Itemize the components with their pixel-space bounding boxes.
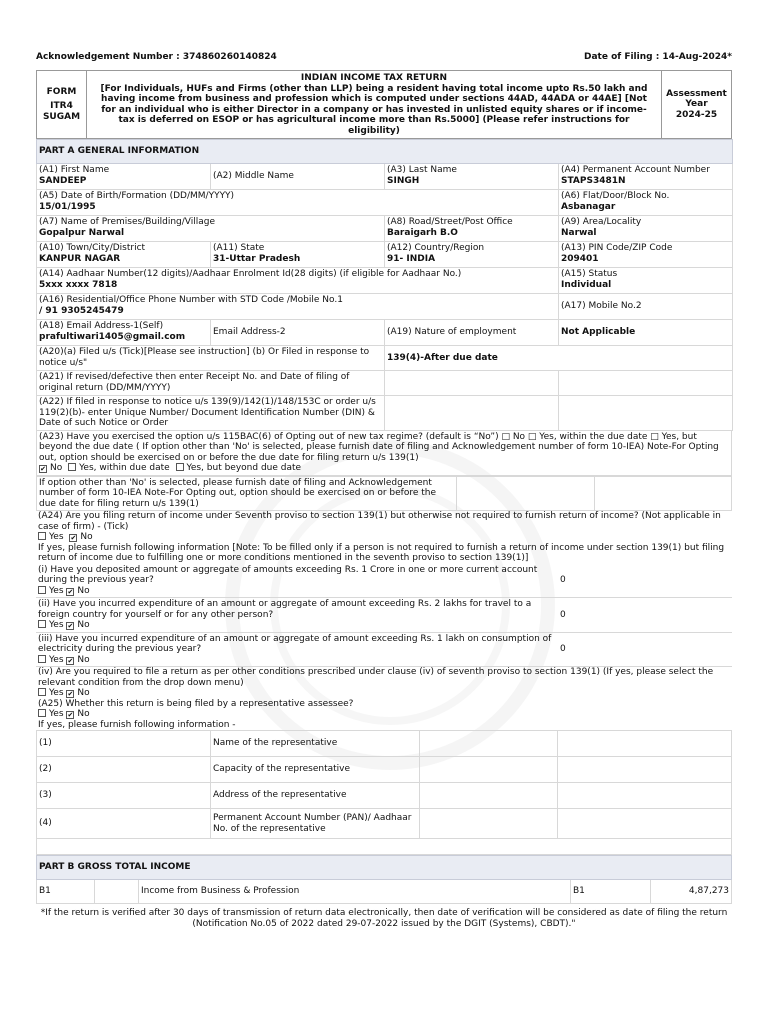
- rep-row-2-label: Capacity of the representative: [211, 757, 420, 783]
- assessment-year: Assessment Year 2024-25: [662, 71, 732, 139]
- a15-field: (A15) Status Individual: [559, 268, 733, 294]
- rep-row-2-extra: [558, 757, 732, 783]
- a24-q1-value: 0: [558, 564, 732, 598]
- ack-header: [36, 52, 732, 70]
- a22-value-2: [559, 396, 733, 431]
- a25-info: If yes, please furnish following information -: [38, 719, 236, 730]
- a10-field: (A10) Town/City/District KANPUR NAGAR: [37, 242, 211, 268]
- a23-followup-table: [36, 476, 732, 512]
- a24-questions-table: [36, 564, 732, 668]
- rep-row-1-label: Name of the representative: [211, 731, 420, 757]
- rep-row-4-extra: [558, 809, 732, 839]
- a23-followup-ack: [594, 476, 732, 511]
- a14-field: (A14) Aadhaar Number(12 digits)/Aadhaar Enrolment Id(28 digits) (if eligible for Aadhaar No.) 5xxx xxxx 7818: [37, 268, 559, 294]
- rep-row-1-no: (1): [37, 731, 211, 757]
- a19-label: (A19) Nature of employment: [385, 320, 559, 346]
- a23-no-checkbox[interactable]: ✔: [40, 465, 46, 473]
- a24-yes-checkbox[interactable]: [38, 532, 46, 540]
- a19-value: Not Applicable: [559, 320, 733, 346]
- rep-row-4-label: Permanent Account Number (PAN)/ Aadhaar No. of the representative: [211, 809, 420, 839]
- a25-no-checkbox[interactable]: ✔: [67, 711, 74, 719]
- a3-field: (A3) Last Name SINGH: [385, 164, 559, 190]
- a25-block: (A25) Whether this return is being filed by a representative assessee? Yes ✔ No If yes, please furnish following information -: [36, 699, 732, 731]
- rep-row-4-no: (4): [37, 809, 211, 839]
- form-header: [36, 70, 732, 139]
- b1-blank: [95, 880, 139, 904]
- part-b-table: [36, 855, 732, 904]
- a6-field: (A6) Flat/Door/Block No. Asbanagar: [559, 190, 733, 216]
- a25-question: (A25) Whether this return is being filed by a representative assessee?: [38, 698, 354, 709]
- a9-field: (A9) Area/Locality Narwal: [559, 216, 733, 242]
- footnote: *If the return is verified after 30 days of transmission of return data electronically, then date of verification will be considered as date of filing the return (Notification No.05 of 2022 dated 29-07-2022 issued by the DGIT (Systems), CBDT).": [40, 908, 728, 929]
- a1-field: (A1) First Name SANDEEP: [37, 164, 211, 190]
- q3-no-checkbox[interactable]: ✔: [67, 656, 74, 665]
- date-of-filing: Date of Filing : 14-Aug-2024*: [584, 52, 732, 62]
- a24-q1: (i) Have you deposited amount or aggregate of amounts exceeding Rs. 1 Crore in one or more current account during the previous year? Yes ✔ No: [36, 564, 558, 598]
- q2-yes-checkbox[interactable]: [38, 620, 46, 628]
- form-title-cell: [87, 71, 662, 139]
- a5-field: (A5) Date of Birth/Formation (DD/MM/YYYY) 15/01/1995: [37, 190, 559, 216]
- rep-row-3-extra: [558, 783, 732, 809]
- itr-acknowledgement-page: [36, 52, 732, 930]
- q2-no-checkbox[interactable]: ✔: [67, 622, 74, 630]
- a24-question: (A24) Are you filing return of income under Seventh proviso to section 139(1) but otherwise not required to furnish return of income? (Not applicable in case of firm) - (Tick): [38, 511, 721, 532]
- a20-label: (A20)(a) Filed u/s (Tick)[Please see instruction] (b) Or Filed in response to notice u/s": [37, 346, 385, 371]
- representative-table: [36, 730, 732, 855]
- b1-code: B1: [37, 880, 95, 904]
- a18-field: (A18) Email Address-1(Self) prafultiwari1405@gmail.com: [37, 320, 211, 346]
- a11-field: (A11) State 31-Uttar Pradesh: [211, 242, 385, 268]
- rep-row-2-value: [420, 757, 558, 783]
- q1-no-checkbox[interactable]: ✔: [67, 587, 74, 596]
- a21-value-2: [559, 371, 733, 396]
- part-b-heading: PART B GROSS TOTAL INCOME: [37, 856, 732, 880]
- a8-field: (A8) Road/Street/Post Office Baraigarh B.O: [385, 216, 559, 242]
- a25-yes-checkbox[interactable]: [38, 709, 46, 717]
- a21-value-1: [385, 371, 559, 396]
- a24-q3-value: 0: [558, 632, 732, 667]
- rep-row-3-no: (3): [37, 783, 211, 809]
- rep-row-3-label: Address of the representative: [211, 783, 420, 809]
- ack-number: Acknowledgement Number : 374860260140824: [36, 52, 277, 62]
- rep-row-4-value: [420, 809, 558, 839]
- a21-label: (A21) If revised/defective then enter Receipt No. and Date of filing of original return (DD/MM/YYYY): [37, 371, 385, 396]
- form-name: FORM ITR4 SUGAM: [37, 71, 87, 139]
- a24-q3: (iii) Have you incurred expenditure of an amount or aggregate of amount exceeding Rs. 1 lakh on consumption of electricity during the previous year? Yes ✔ No: [36, 632, 558, 667]
- a23-within-checkbox[interactable]: [68, 463, 76, 471]
- q4-yes-checkbox[interactable]: [38, 688, 46, 696]
- spacer-row: [37, 839, 732, 855]
- rep-row-3-value: [420, 783, 558, 809]
- q3-yes-checkbox[interactable]: [38, 655, 46, 663]
- a24-no-checkbox[interactable]: ✔: [70, 534, 77, 542]
- a20-value: 139(4)-After due date: [385, 346, 733, 371]
- rep-row-2-no: (2): [37, 757, 211, 783]
- a7-field: (A7) Name of Premises/Building/Village Gopalpur Narwal: [37, 216, 385, 242]
- a23-followup-date: [457, 476, 595, 511]
- a16-field: (A16) Residential/Office Phone Number with STD Code /Mobile No.1 / 91 9305245479: [37, 294, 559, 320]
- a12-field: (A12) Country/Region 91- INDIA: [385, 242, 559, 268]
- b1-value: 4,87,273: [651, 880, 732, 904]
- rep-row-1-extra: [558, 731, 732, 757]
- a24-block: (A24) Are you filing return of income under Seventh proviso to section 139(1) but otherwise not required to furnish return of income? (Not applicable in case of firm) - (Tick) Yes ✔ No If yes, please furnish following information [Note: To be filled only if a person is not required to furnish a return of income under section 139(1) but filing return of income due to fulfilling one or more conditions mentioned in the seventh proviso to section 139(1)] (i) Have you deposited amount or aggregate of amounts exceeding Rs. 1 Crore in one or more current account during the previous year? Yes ✔ No 0 (ii) Have you incurred expenditure of an amount or aggregate of amount exceeding Rs. 2 lakhs for travel to a foreign country for yourself or for any other person? Yes ✔ No 0 (iii) Have you incurred expenditure of an amount or aggregate of amount exceeding Rs. 1 lakh on consumption of electricity during the previous year? Yes ✔ No 0 (iv) Are you required to file a return as per other conditions prescribed under clause (iv) of seventh proviso to section 139(1) (If yes, please select the relevant condition from the drop down menu) Yes ✔ No: [36, 511, 732, 699]
- a22-label: (A22) If filed in response to notice u/s 139(9)/142(1)/148/153C or order u/s 119(2)(b)- enter Unique Number/ Document Identification Number (DIN) & Date of such Notice or Order: [37, 396, 385, 431]
- email2-field: Email Address-2: [211, 320, 385, 346]
- a4-field: (A4) Permanent Account Number STAPS3481N: [559, 164, 733, 190]
- form-subtitle: [For Individuals, HUFs and Firms (other than LLP) being a resident having total income upto Rs.50 lakh and having income from business and profession which is computed under sections 44AD, 44ADA or 44AE] [Not for an individual who is either Director in a company or has invested in unlisted equity shares or if income-tax is deferred on ESOP or has agricultural income more than Rs.5000] (Please refer instructions for eligibility): [100, 83, 648, 136]
- a24-q2-value: 0: [558, 598, 732, 633]
- part-a-heading: PART A GENERAL INFORMATION: [37, 140, 733, 164]
- a23-question: (A23) Have you exercised the option u/s 115BAC(6) of Opting out of new tax regime? (default is “No”) □ No □ Yes, within the due date □ Yes, but beyond the due date ( If option other than 'No' is selected, please furnish date of filing and Acknowledgement number of form 10-IEA) Note-For Opting out, option should be exercised on or before the due date for filing return u/s 139(1): [39, 431, 719, 463]
- a24-q4: (iv) Are you required to file a return as per other conditions prescribed under clause (iv) of seventh proviso to section 139(1) (If yes, please select the relevant condition from the drop down menu): [38, 667, 714, 688]
- a13-field: (A13) PIN Code/ZIP Code 209401: [559, 242, 733, 268]
- b1-label: Income from Business & Profession: [139, 880, 571, 904]
- b1-code-2: B1: [571, 880, 651, 904]
- a24-info: If yes, please furnish following information [Note: To be filled only if a person is not required to furnish a return of income under section 139(1) but filing return of income due to fulfilling one or more conditions mentioned in the seventh proviso to section 139(1)]: [38, 542, 725, 563]
- a24-options: Yes ✔ No: [36, 532, 732, 543]
- part-a-table: [36, 139, 733, 431]
- a24-q2: (ii) Have you incurred expenditure of an amount or aggregate of amount exceeding Rs. 2 lakhs for travel to a foreign country for yourself or for any other person? Yes ✔ No: [36, 598, 558, 633]
- q4-no-checkbox[interactable]: ✔: [67, 690, 74, 698]
- a23-options: ✔ No Yes, within due date Yes, but beyond due date: [40, 463, 302, 473]
- a2-field: (A2) Middle Name: [211, 164, 385, 190]
- a23-beyond-checkbox[interactable]: [176, 463, 184, 471]
- a23-followup: If option other than 'No' is selected, please furnish date of filing and Acknowledgement number of form 10-IEA Note-For Opting out, option should be exercised on or before the due date for filing return u/s 139(1): [37, 476, 457, 511]
- a17-field: (A17) Mobile No.2: [559, 294, 733, 320]
- a22-value-1: [385, 396, 559, 431]
- q1-yes-checkbox[interactable]: [38, 586, 46, 594]
- rep-row-1-value: [420, 731, 558, 757]
- form-title: INDIAN INCOME TAX RETURN: [300, 73, 448, 83]
- a23-block: [36, 431, 732, 476]
